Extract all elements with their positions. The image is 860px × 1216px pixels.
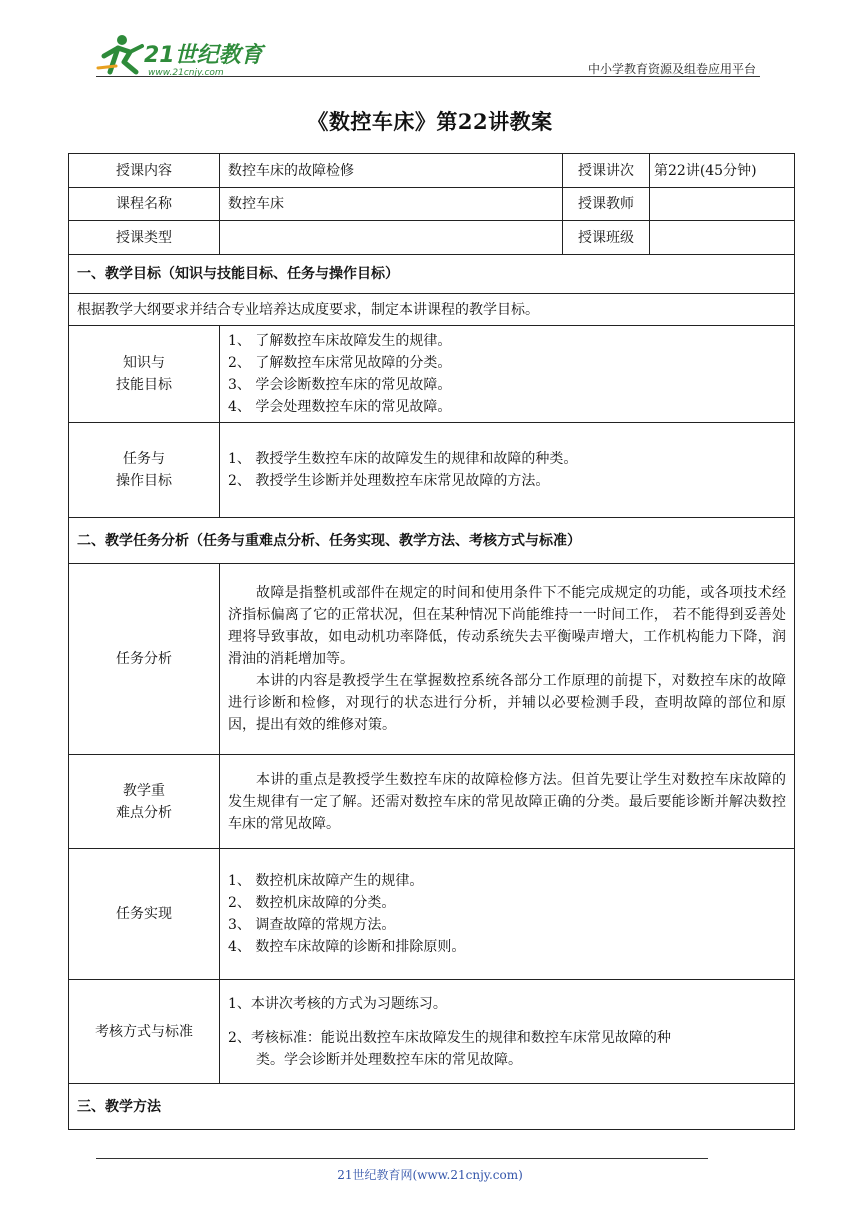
key-points-row xyxy=(69,755,795,849)
knowledge-goals-label xyxy=(69,326,220,423)
section-3-header xyxy=(69,1084,795,1130)
knowledge-label-line2: 技能目标 xyxy=(116,377,172,393)
list-item: 2、 数控机床故障的分类。 xyxy=(228,895,396,911)
list-item: 1、 数控机床故障产生的规律。 xyxy=(228,873,424,889)
class-label: 授课班级 xyxy=(563,221,650,255)
section-2-header xyxy=(69,518,795,564)
task-implementation-list xyxy=(220,849,795,980)
header-divider xyxy=(96,76,760,77)
teacher-label: 授课教师 xyxy=(563,188,650,221)
class-value xyxy=(650,221,795,255)
list-item: 2、 教授学生诊断并处理数控车床常见故障的方法。 xyxy=(228,473,550,489)
info-row-course xyxy=(69,188,795,221)
runner-logo-icon xyxy=(96,32,266,78)
lesson-plan-table xyxy=(68,153,795,1130)
list-item: 3、 学会诊断数控车床的常见故障。 xyxy=(228,377,452,393)
assessment-content xyxy=(220,980,795,1084)
section-1-intro-row xyxy=(69,294,795,326)
task-label-line1: 任务与 xyxy=(123,451,165,467)
footer-divider xyxy=(96,1158,708,1159)
task-goals-label xyxy=(69,423,220,518)
type-value xyxy=(220,221,563,255)
assessment-item-1: 1、本讲次考核的方式为习题练习。 xyxy=(228,995,447,1012)
knowledge-goals-row xyxy=(69,326,795,423)
document-title: 《数控车床》第22讲教案 xyxy=(307,109,553,134)
task-implementation-label: 任务实现 xyxy=(69,849,220,980)
task-goals-row xyxy=(69,423,795,518)
analysis-paragraph-1: 故障是指整机或部件在规定的时间和使用条件下不能完成规定的功能，或各项技术经济指标偏离了它的正常状况，但在某种情况下尚能维持一一时间工作， 若不能得到妥善处理将导致事故，如电动机功率降低，传动系统失去平衡噪声增大，工作机构能力下降，润滑油的消耗增加等。 xyxy=(228,585,786,667)
platform-name: 中小学教育资源及组卷应用平台 xyxy=(587,62,756,76)
session-value: 第22讲(45分钟) xyxy=(650,154,795,188)
info-row-type xyxy=(69,221,795,255)
assessment-item-2-line1: 2、考核标准：能说出数控车床故障发生的规律和数控车床常见故障的种 xyxy=(228,1029,671,1046)
list-item: 4、 数控车床故障的诊断和排除原则。 xyxy=(228,939,466,955)
teacher-value xyxy=(650,188,795,221)
assessment-item-2-line2: 类。学会诊断并处理数控车床的常见故障。 xyxy=(256,1051,522,1068)
course-label: 课程名称 xyxy=(69,188,220,221)
list-item: 4、 学会处理数控车床的常见故障。 xyxy=(228,399,452,415)
list-item: 1、 教授学生数控车床的故障发生的规律和故障的种类。 xyxy=(228,451,578,467)
task-implementation-row xyxy=(69,849,795,980)
section-1-header xyxy=(69,255,795,294)
svg-text:21世纪教育: 21世纪教育 xyxy=(144,43,263,68)
section-2-title: 二、教学任务分析（任务与重难点分析、任务实现、教学方法、考核方式与标准） xyxy=(69,518,795,564)
content-value: 数控车床的故障检修 xyxy=(220,154,563,188)
course-value: 数控车床 xyxy=(220,188,563,221)
info-row-content xyxy=(69,154,795,188)
section-3-title: 三、教学方法 xyxy=(69,1084,795,1130)
footer-text: 21世纪教育网(www.21cnjy.com) xyxy=(337,1168,523,1182)
assessment-row xyxy=(69,980,795,1084)
key-label-line1: 教学重 xyxy=(123,782,165,799)
knowledge-label-line1: 知识与 xyxy=(123,355,165,371)
task-label-line2: 操作目标 xyxy=(116,473,172,489)
site-logo xyxy=(96,32,266,78)
type-label: 授课类型 xyxy=(69,221,220,255)
task-analysis-label: 任务分析 xyxy=(69,564,220,755)
list-item: 3、 调查故障的常规方法。 xyxy=(228,917,396,933)
key-points-content: 本讲的重点是教授学生数控车床的故障检修方法。但首先要让学生对数控车床故障的发生规律有一定了解。还需对数控车床的常见故障正确的分类。最后要能诊断并解决数控车床的常见故障。 xyxy=(220,755,795,849)
list-item: 2、 了解数控车床常见故障的分类。 xyxy=(228,355,452,371)
svg-text:www.21cnjy.com: www.21cnjy.com xyxy=(148,68,224,78)
assessment-label: 考核方式与标准 xyxy=(69,980,220,1084)
section-1-title: 一、教学目标（知识与技能目标、任务与操作目标） xyxy=(69,255,795,294)
content-label: 授课内容 xyxy=(69,154,220,188)
task-analysis-row xyxy=(69,564,795,755)
key-points-label xyxy=(69,755,220,849)
task-analysis-content xyxy=(220,564,795,755)
list-item: 1、 了解数控车床故障发生的规律。 xyxy=(228,333,452,349)
page-header xyxy=(0,0,860,80)
key-label-line2: 难点分析 xyxy=(116,804,172,821)
session-label: 授课讲次 xyxy=(563,154,650,188)
task-goals-list xyxy=(220,423,795,518)
section-1-intro: 根据教学大纲要求并结合专业培养达成度要求，制定本讲课程的教学目标。 xyxy=(69,294,795,326)
knowledge-goals-list xyxy=(220,326,795,423)
analysis-paragraph-2: 本讲的内容是教授学生在掌握数控系统各部分工作原理的前提下，对数控车床的故障进行诊断和检修，对现行的状态进行分析，并辅以必要检测手段，查明故障的部位和原因，提出有效的维修对策。 xyxy=(228,673,786,733)
